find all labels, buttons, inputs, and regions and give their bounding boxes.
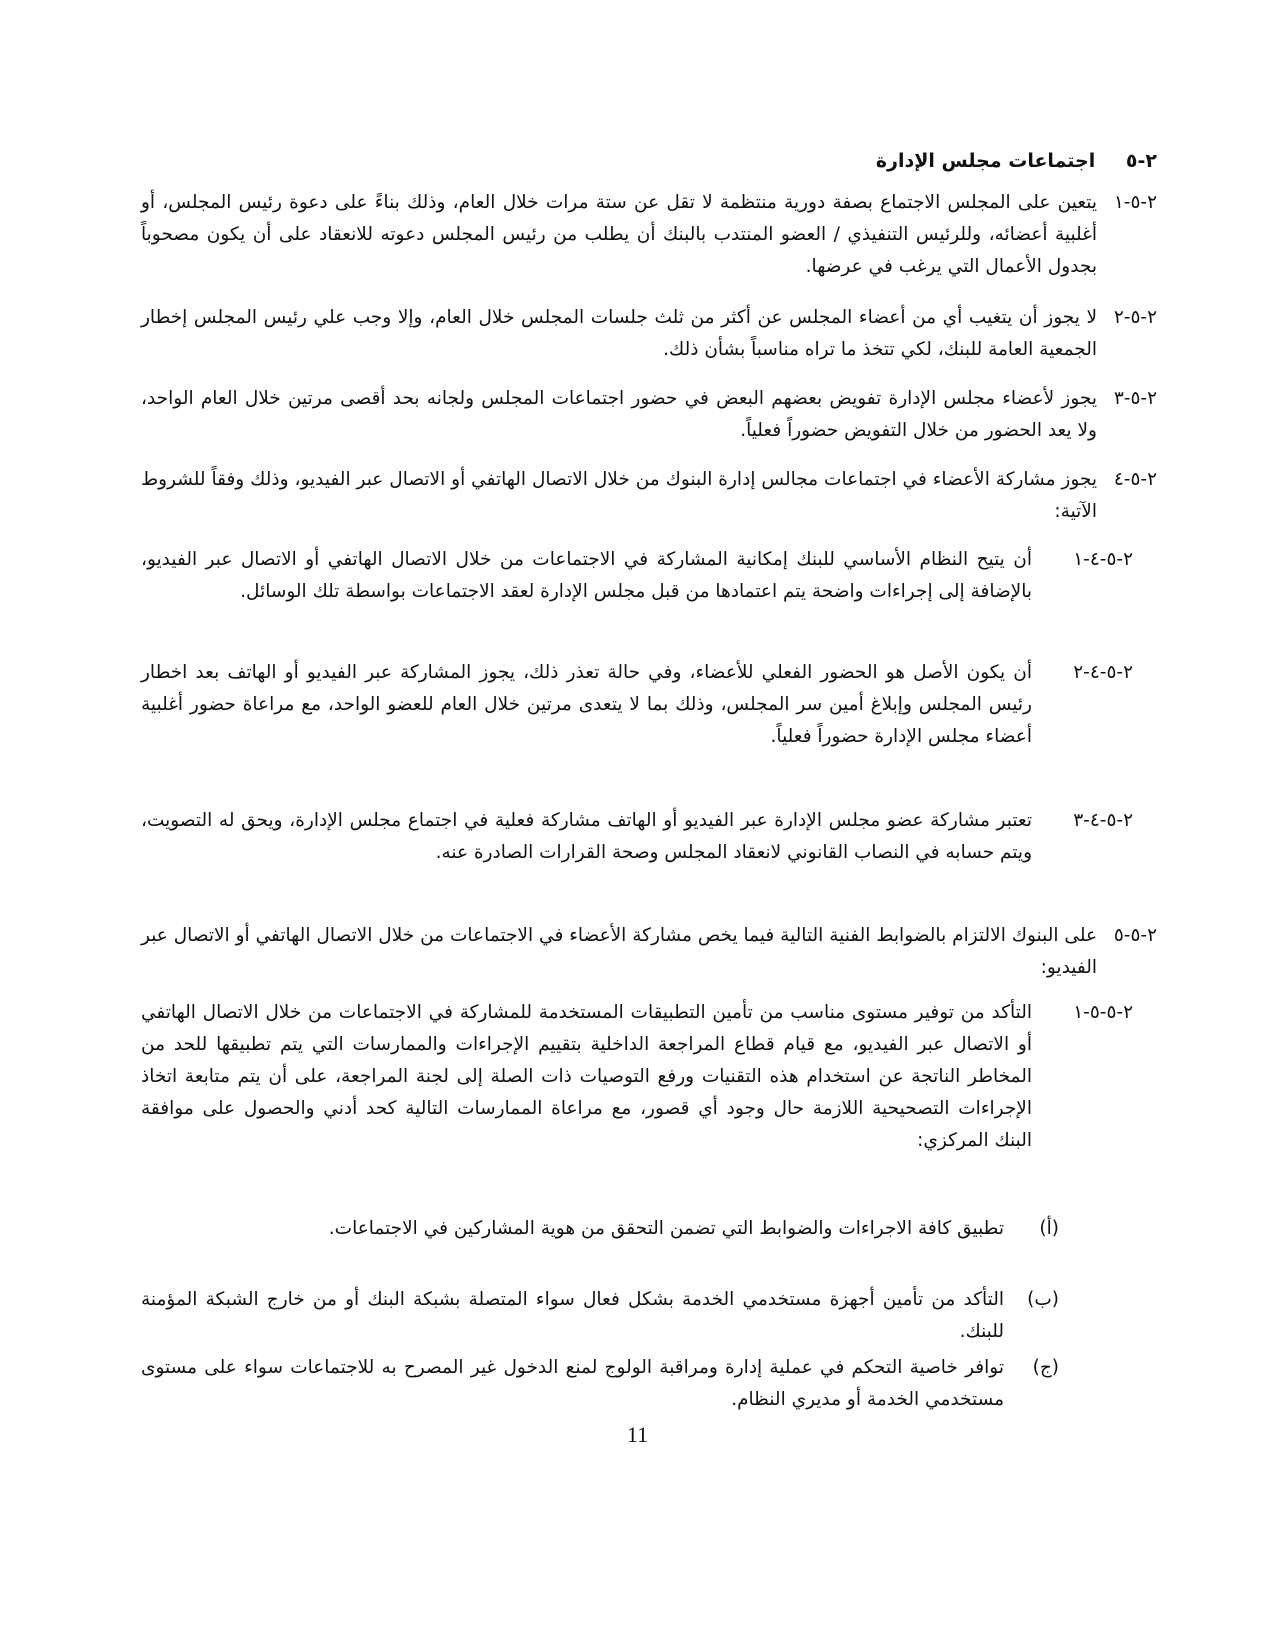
- clause-paragraph: [141, 464, 1157, 528]
- clause-number: ٢-٥-٣: [1113, 388, 1157, 409]
- sub-clause-text: التأكد من توفير مستوى مناسب من تأمين التطبيقات المستخدمة للمشاركة في الاجتماعات من خلال الاتصال الهاتفي أو الاتصال عبر الفيديو، مع قيام قطاع المراجعة الداخلية بتقييم الإجراءات والممارسات التي يتم تطبيقها للحد من المخاطر الناتجة عن استخدام هذه التقنيات ورفع التوصيات ذات الصلة إلى لجنة المراجعة، على أن يتم متابعة اتخاذ الإجراءات التصحيحية اللازمة حال وجود أي قصور، مع مراعاة الممارسات التالية كحد أدني والحصول على موافقة البنك المركزي:: [141, 1002, 1032, 1151]
- sub-clause-number: ٢-٥-٤-٣: [1073, 810, 1133, 831]
- sub-clause-text: أن يكون الأصل هو الحضور الفعلي للأعضاء، وفي حالة تعذر ذلك، يجوز المشاركة عبر الفيديو أو الهاتف بعد اخطار رئيس المجلس وإبلاغ أمين سر المجلس، وذلك بما لا يتعدى مرتين خلال العام للعضو الواحد، مع مراعاة حضور أغلبية أعضاء مجلس الإدارة حضوراً فعلياً.: [141, 662, 1032, 747]
- section-number: ٢-٥: [1125, 150, 1157, 172]
- sub-clause-text: تعتبر مشاركة عضو مجلس الإدارة عبر الفيديو أو الهاتف مشاركة فعلية في اجتماع مجلس الإدارة، ويحق له التصويت، ويتم حسابه في النصاب القانوني لانعقاد المجلس وصحة القرارات الصادرة عنه.: [141, 810, 1032, 863]
- clause-number: ٢-٥-٤: [1113, 469, 1157, 490]
- sub-clause-paragraph: [141, 544, 1157, 608]
- list-item: [141, 1213, 1157, 1245]
- sub-clause-number: ٢-٥-٤-٢: [1073, 662, 1133, 683]
- list-item-label: (ج): [1032, 1357, 1059, 1378]
- list-item-label: (أ): [1039, 1218, 1059, 1239]
- clause-text: يتعين على المجلس الاجتماع بصفة دورية منتظمة لا تقل عن ستة مرات خلال العام، وذلك بناءً على دعوة رئيس المجلس، أو أغلبية أعضائه، وللرئيس التنفيذي / العضو المنتدب بالبنك أن يطلب من رئيس المجلس دعوته للانعقاد على أن يكون مصحوباً بجدول الأعمال التي يرغب في عرضها.: [141, 192, 1097, 277]
- clause-number: ٢-٥-٢: [1113, 307, 1157, 328]
- clause-paragraph: [141, 383, 1157, 447]
- clause-text: لا يجوز أن يتغيب أي من أعضاء المجلس عن أكثر من ثلث جلسات المجلس خلال العام، وإلا وجب علي رئيس المجلس إخطار الجمعية العامة للبنك، لكي تتخذ ما تراه مناسباً بشأن ذلك.: [141, 307, 1097, 360]
- sub-clause-paragraph: [141, 805, 1157, 869]
- clause-text: يجوز مشاركة الأعضاء في اجتماعات مجالس إدارة البنوك من خلال الاتصال الهاتفي أو الاتصال عبر الفيديو، وذلك وفقاً للشروط الآتية:: [141, 469, 1097, 522]
- section-heading: [876, 150, 1157, 172]
- page-number: 11: [626, 1422, 649, 1447]
- clause-number: ٢-٥-٥: [1113, 925, 1157, 946]
- sub-clause-number: ٢-٥-٥-١: [1073, 1002, 1133, 1023]
- sub-clause-text: أن يتيح النظام الأساسي للبنك إمكانية المشاركة في الاجتماعات من خلال الاتصال الهاتفي أو الاتصال عبر الفيديو، بالإضافة إلى إجراءات واضحة يتم اعتمادها من قبل مجلس الإدارة لعقد الاجتماعات بواسطة تلك الوسائل.: [141, 549, 1032, 602]
- list-item: [141, 1284, 1157, 1348]
- clause-paragraph: [141, 920, 1157, 984]
- list-item-text: توافر خاصية التحكم في عملية إدارة ومراقبة الولوج لمنع الدخول غير المصرح به للاجتماعات سواء على مستوى مستخدمي الخدمة أو مديري النظام.: [141, 1357, 1004, 1410]
- clause-number: ٢-٥-١: [1113, 192, 1157, 213]
- sub-clause-number: ٢-٥-٤-١: [1073, 549, 1133, 570]
- clause-text: يجوز لأعضاء مجلس الإدارة تفويض بعضهم البعض في حضور اجتماعات المجلس ولجانه بحد أقصى مرتين خلال العام الواحد، ولا يعد الحضور من خلال التفويض حضوراً فعلياً.: [141, 388, 1097, 441]
- clause-paragraph: [141, 187, 1157, 283]
- clause-paragraph: [141, 302, 1157, 366]
- list-item-text: التأكد من تأمين أجهزة مستخدمي الخدمة بشكل فعال سواء المتصلة بشبكة البنك أو من خارج الشبكة المؤمنة للبنك.: [141, 1289, 1004, 1342]
- list-item-label: (ب): [1027, 1289, 1059, 1310]
- sub-clause-paragraph: [141, 997, 1157, 1157]
- list-item-text: تطبيق كافة الاجراءات والضوابط التي تضمن التحقق من هوية المشاركين في الاجتماعات.: [328, 1218, 1004, 1239]
- section-title: اجتماعات مجلس الإدارة: [875, 150, 1096, 172]
- list-item: [141, 1352, 1157, 1416]
- sub-clause-paragraph: [141, 657, 1157, 753]
- clause-text: على البنوك الالتزام بالضوابط الفنية التالية فيما يخص مشاركة الأعضاء في الاجتماعات من خلال الاتصال الهاتفي أو الاتصال عبر الفيديو:: [141, 925, 1097, 978]
